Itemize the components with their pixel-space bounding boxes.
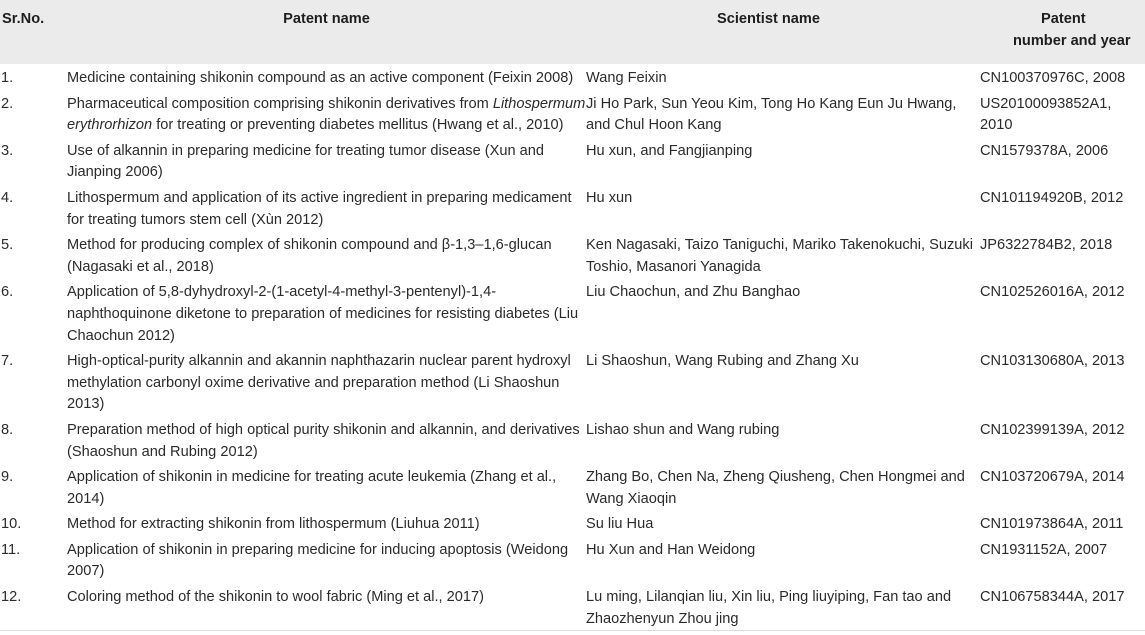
- patent-name-text: Lithospermum and application of its active ingredient in preparing medicament for treating tumors stem cell (Xùn 2012): [67, 189, 572, 228]
- cell-patent-number: CN1579378A, 2006: [980, 142, 1109, 159]
- cell-patent-name: [67, 231, 586, 278]
- cell-patent-name: [67, 184, 586, 231]
- cell-patent-number: CN102399139A, 2012: [980, 421, 1125, 438]
- cell-patent-name: [67, 347, 586, 416]
- patent-name-text: Coloring method of the shikonin to wool fabric (Ming et al., 2017): [67, 589, 484, 606]
- table-header: [0, 0, 1145, 64]
- table-row: [0, 64, 1145, 90]
- cell-srno: 2.: [1, 95, 14, 112]
- header-patent-name: Patent name: [283, 11, 370, 27]
- cell-scientist-name: Su liu Hua: [586, 516, 654, 533]
- patent-name-text-cont: for treating or preventing diabetes mellitus (Hwang et al., 2010): [152, 117, 564, 134]
- patent-name-text: Method for extracting shikonin from lithospermum (Liuhua 2011): [67, 516, 480, 533]
- table-row: [0, 278, 1145, 347]
- cell-patent-number: CN1931152A, 2007: [980, 541, 1108, 558]
- cell-patent-number: CN106758344A, 2017: [980, 583, 1145, 631]
- cell-patent-name: [67, 536, 586, 583]
- patent-name-text: Pharmaceutical composition comprising shikonin derivatives from: [67, 95, 493, 112]
- cell-patent-name: [67, 416, 586, 463]
- patent-name-text: Application of shikonin in preparing medicine for inducing apoptosis (Weidong 2007): [67, 541, 569, 580]
- cell-srno: 9.: [1, 469, 14, 486]
- cell-patent-number: CN101194920B, 2012: [980, 189, 1124, 206]
- cell-srno: 8.: [1, 421, 14, 438]
- table-row: [0, 463, 1145, 510]
- header-row: [0, 0, 1145, 64]
- cell-srno: 7.: [1, 353, 14, 370]
- patent-name-text: High-optical-purity alkannin and akannin naphthazarin nuclear parent hydroxyl methylation carbonyl oxime derivative and preparation method (Li Shaoshun 2013): [67, 353, 571, 413]
- cell-srno: 12.: [0, 583, 67, 631]
- cell-srno: 4.: [1, 189, 14, 206]
- patent-name-text: Application of shikonin in medicine for treating acute leukemia (Zhang et al., 2014): [67, 469, 557, 507]
- cell-patent-number: CN100370976C, 2008: [980, 70, 1126, 86]
- cell-srno: 5.: [1, 237, 14, 254]
- cell-scientist-name: Liu Chaochun, and Zhu Banghao: [586, 284, 801, 301]
- header-scientist-name: Scientist name: [717, 11, 821, 27]
- cell-scientist-name: Lu ming, Lilanqian liu, Xin liu, Ping liuyiping, Fan tao and Zhaozhenyun Zhou jing: [586, 583, 980, 631]
- table-row: [0, 184, 1145, 231]
- cell-scientist-name: Ji Ho Park, Sun Yeou Kim, Tong Ho Kang Eun Ju Hwang, and Chul Hoon Kang: [586, 95, 957, 134]
- cell-patent-name: [67, 90, 586, 137]
- cell-srno: 1.: [1, 70, 14, 86]
- header-patent-number-line2: number and year: [1013, 32, 1131, 49]
- cell-patent-name: [67, 583, 586, 631]
- cell-srno: 11.: [1, 541, 21, 558]
- cell-patent-number: CN102526016A, 2012: [980, 284, 1125, 301]
- cell-scientist-name: Ken Nagasaki, Taizo Taniguchi, Mariko Takenokuchi, Suzuki Toshio, Masanori Yanagida: [586, 237, 973, 275]
- cell-patent-name: [67, 278, 586, 347]
- header-patent-number-line1: Patent: [1041, 11, 1086, 27]
- patent-name-text: Preparation method of high optical purity shikonin and alkannin, and derivatives (Shaoshun and Rubing 2012): [67, 421, 580, 460]
- patent-name-species: Lithospermum erythrorhizon: [67, 95, 586, 134]
- cell-srno: 6.: [1, 284, 14, 301]
- patent-name-text: Method for producing complex of shikonin compound and β-1,3–1,6-glucan (Nagasaki et al., 2018): [67, 237, 552, 275]
- cell-srno: 10.: [1, 516, 22, 533]
- cell-patent-name: [67, 137, 586, 184]
- cell-scientist-name: Li Shaoshun, Wang Rubing and Zhang Xu: [586, 353, 859, 370]
- cell-scientist-name: Lishao shun and Wang rubing: [586, 421, 780, 438]
- cell-patent-number: US20100093852A1, 2010: [980, 95, 1112, 134]
- cell-patent-name: [67, 510, 586, 536]
- cell-patent-name: [67, 463, 586, 510]
- table-row: [0, 416, 1145, 463]
- header-patent-number: [980, 0, 1145, 64]
- cell-patent-number: CN103130680A, 2013: [980, 353, 1125, 370]
- table-row: [0, 90, 1145, 137]
- cell-scientist-name: Zhang Bo, Chen Na, Zheng Qiusheng, Chen Hongmei and Wang Xiaoqin: [586, 469, 965, 507]
- cell-scientist-name: Hu xun: [586, 189, 633, 206]
- patent-name-text: Use of alkannin in preparing medicine for treating tumor disease (Xun and Jianping 2006): [67, 142, 544, 181]
- cell-patent-name: [67, 64, 586, 90]
- table-row: [0, 510, 1145, 536]
- cell-scientist-name: Hu xun, and Fangjianping: [586, 142, 753, 159]
- header-srno: Sr.No.: [2, 11, 45, 27]
- table-row: [0, 137, 1145, 184]
- table-row: [0, 231, 1145, 278]
- table-row: [0, 536, 1145, 583]
- cell-patent-number: CN103720679A, 2014: [980, 469, 1125, 486]
- table-row: [0, 347, 1145, 416]
- cell-scientist-name: Hu Xun and Han Weidong: [586, 541, 756, 558]
- table-body: [0, 64, 1145, 631]
- patent-name-text: Application of 5,8-dyhydroxyl-2-(1-acetyl-4-methyl-3-pentenyl)-1,4-naphthoquinone diketone to preparation of medicines for resisting diabetes (Liu Chaochun 2012): [67, 284, 579, 344]
- cell-srno: 3.: [1, 142, 14, 159]
- patent-name-text: Medicine containing shikonin compound as an active component (Feixin 2008): [67, 70, 574, 86]
- cell-scientist-name: Wang Feixin: [586, 70, 667, 86]
- cell-patent-number: CN101973864A, 2011: [980, 516, 1124, 533]
- cell-patent-number: JP6322784B2, 2018: [980, 237, 1113, 254]
- table-row: [0, 583, 1145, 631]
